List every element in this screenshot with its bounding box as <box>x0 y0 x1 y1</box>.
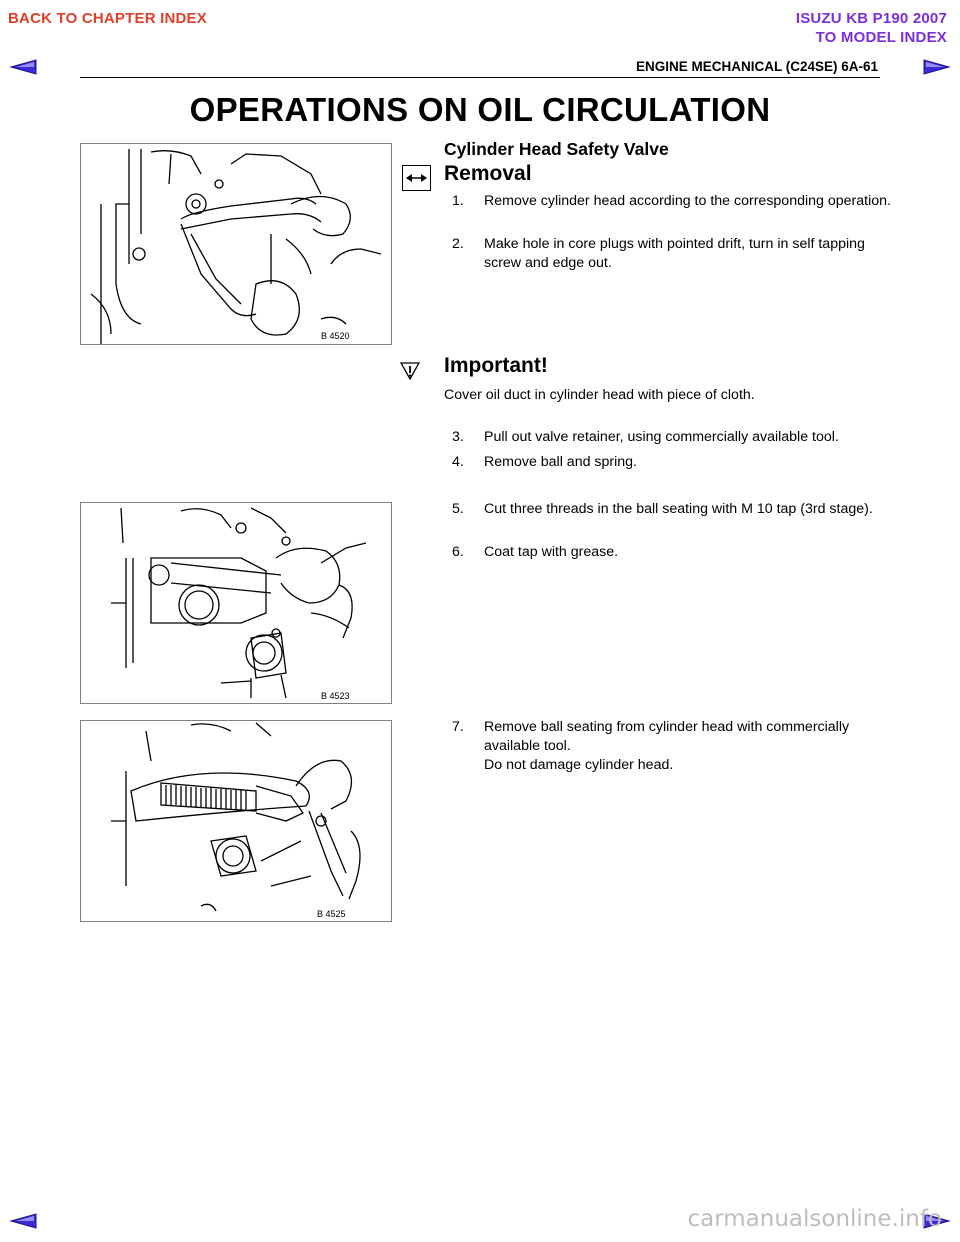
removal-heading: Removal <box>444 162 532 185</box>
step-number: 2. <box>452 236 464 252</box>
step-text: Cut three threads in the ball seating with M 10 tap (3rd stage). <box>484 501 873 517</box>
step-number: 4. <box>452 454 464 470</box>
step-text: Pull out valve retainer, using commercially available tool. <box>484 429 839 445</box>
step-text: Coat tap with grease. <box>484 544 619 560</box>
figure-label-1: B 4520 <box>321 331 350 341</box>
prev-page-arrow-icon[interactable] <box>8 58 38 76</box>
figure-illustration-3 <box>80 720 392 922</box>
subsection-title: Cylinder Head Safety Valve <box>444 139 669 159</box>
step-number: 3. <box>452 429 464 445</box>
figure-illustration-1 <box>80 143 392 345</box>
step-1 <box>452 192 892 211</box>
remove-arrows-icon <box>402 165 431 191</box>
step-number: 7. <box>452 719 464 735</box>
figure-illustration-2 <box>80 502 392 704</box>
caution-triangle-icon <box>400 362 420 385</box>
step-3 <box>452 428 892 447</box>
step-number: 1. <box>452 193 464 209</box>
step-4 <box>452 453 892 472</box>
step-6 <box>452 543 892 562</box>
figure-label-2: B 4523 <box>321 691 350 701</box>
step-text-note: Do not damage cylinder head. <box>484 757 674 773</box>
step-2 <box>452 235 892 273</box>
prev-page-arrow-icon-bottom[interactable] <box>8 1212 38 1230</box>
step-text: Remove ball and spring. <box>484 454 637 470</box>
important-text: Cover oil duct in cylinder head with piece of cloth. <box>444 387 755 403</box>
step-text-main: Remove ball seating from cylinder head with commercially available tool. <box>484 719 850 754</box>
step-text <box>452 718 892 775</box>
step-number: 5. <box>452 501 464 517</box>
figure-label-3: B 4525 <box>317 909 346 919</box>
step-7 <box>452 718 892 775</box>
step-number: 6. <box>452 544 464 560</box>
model-title-link[interactable]: ISUZU KB P190 2007 <box>795 10 947 27</box>
important-heading: Important! <box>444 354 548 377</box>
back-to-chapter-index-link[interactable]: BACK TO CHAPTER INDEX <box>8 10 207 27</box>
watermark: carmanualsonline.info <box>687 1206 942 1232</box>
step-5 <box>452 500 892 519</box>
to-model-index-link[interactable]: TO MODEL INDEX <box>815 29 947 46</box>
page-title: OPERATIONS ON OIL CIRCULATION <box>189 91 771 128</box>
next-page-arrow-icon[interactable] <box>922 58 952 76</box>
step-text: Make hole in core plugs with pointed drift, turn in self tapping screw and edge out. <box>484 236 865 271</box>
header-divider <box>80 77 880 78</box>
step-text: Remove cylinder head according to the corresponding operation. <box>484 193 891 209</box>
section-reference: ENGINE MECHANICAL (C24SE) 6A-61 <box>635 59 878 74</box>
